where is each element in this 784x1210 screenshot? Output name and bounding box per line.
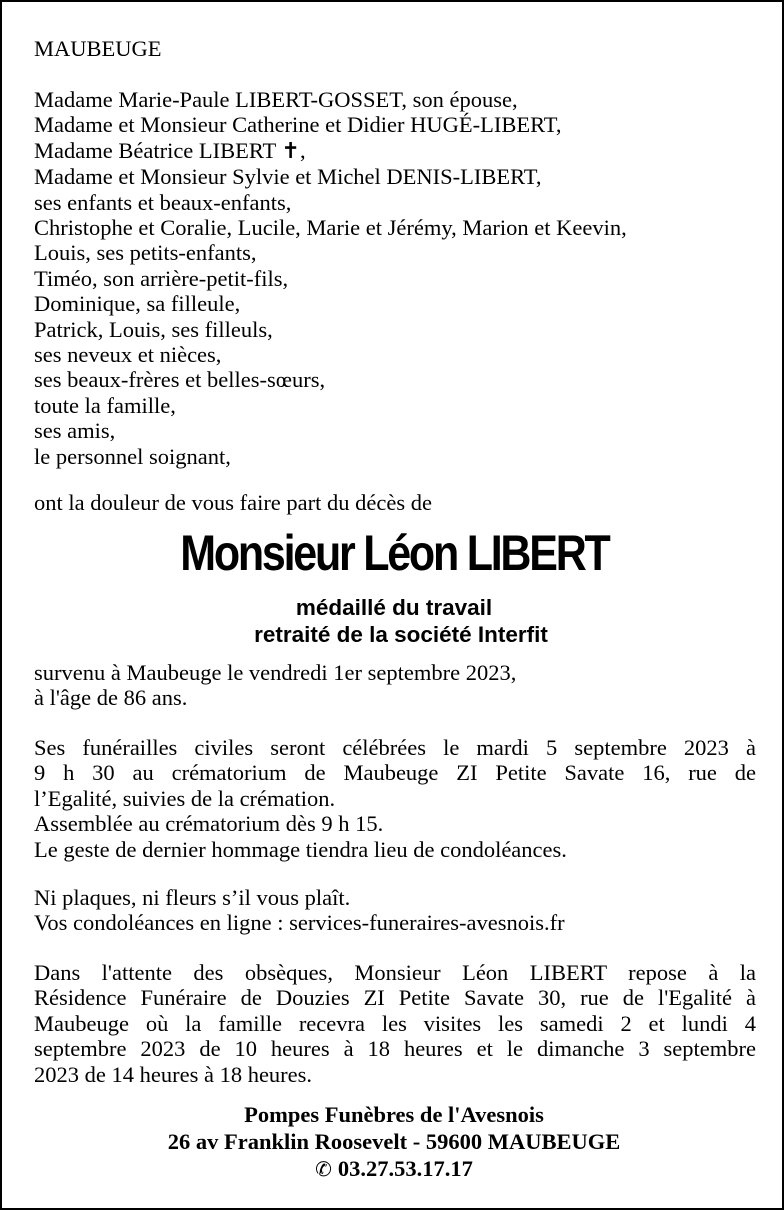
funeral-line: Assemblée au crématorium dès 9 h 15. <box>34 811 384 837</box>
cross-icon: ✝ <box>281 138 300 164</box>
funeral-line: l’Egalité, suivies de la crémation. <box>34 785 336 811</box>
family-line-text: Madame Béatrice LIBERT <box>34 137 276 163</box>
funeral-info <box>34 735 756 862</box>
deceased-subtitle-medal: médaillé du travail <box>295 595 493 620</box>
city: MAUBEUGE <box>34 36 162 61</box>
rest-line: 2023 de 14 heures à 18 heures. <box>34 1061 313 1087</box>
family-line: Louis, ses petits-enfants, <box>34 240 257 266</box>
family-line: Patrick, Louis, ses filleuls, <box>34 316 273 342</box>
announcement <box>34 490 756 515</box>
death-line: survenu à Maubeuge le vendredi 1er septembre 2023, <box>34 660 517 685</box>
phone-icon: ✆ <box>315 1157 332 1181</box>
notes <box>34 885 756 936</box>
family-list <box>34 87 756 469</box>
funeral-home-name: Pompes Funèbres de l'Avesnois <box>244 1102 544 1127</box>
funeral-home-address: 26 av Franklin Roosevelt - 59600 MAUBEUGE <box>167 1129 621 1154</box>
family-line <box>34 138 756 164</box>
family-line: ses beaux-frères et belles-sœurs, <box>34 367 326 393</box>
family-line: Madame et Monsieur Catherine et Didier HUGÉ-LIBERT, <box>34 112 562 138</box>
funeral-home-phone <box>2 1155 784 1183</box>
death-info <box>34 660 756 711</box>
family-line: ses neveux et nièces, <box>34 342 222 368</box>
family-line: ses amis, <box>34 418 116 444</box>
family-line: ses enfants et beaux-enfants, <box>34 189 292 215</box>
family-line: toute la famille, <box>34 392 176 418</box>
phone-number: 03.27.53.17.17 <box>337 1156 473 1181</box>
notes-line: Ni plaques, ni fleurs s’il vous plaît. <box>34 885 351 910</box>
announcement-text: ont la douleur de vous faire part du décès de <box>34 490 432 515</box>
rest-line: Résidence Funéraire de Douzies ZI Petite Savate 30, rue de l'Egalité à <box>34 985 756 1011</box>
family-line: Timéo, son arrière-petit-fils, <box>34 265 289 291</box>
rest-line: septembre 2023 de 10 heures à 18 heures et le dimanche 3 septembre <box>34 1036 756 1062</box>
deceased-name: Monsieur Léon LIBERT <box>180 525 609 581</box>
family-line: le personnel soignant, <box>34 443 231 469</box>
funeral-line: 9 h 30 au crématorium de Maubeuge ZI Petite Savate 16, rue de <box>34 760 756 786</box>
death-line: à l'âge de 86 ans. <box>34 685 188 711</box>
family-line: Madame Marie-Paule LIBERT-GOSSET, son épouse, <box>34 87 518 112</box>
deceased-subtitle-retired: retraité de la société Interfit <box>254 622 548 647</box>
family-line: Christophe et Coralie, Lucile, Marie et Jérémy, Marion et Keevin, <box>34 215 627 241</box>
family-line: Dominique, sa filleule, <box>34 291 241 317</box>
family-line-punct: , <box>299 137 306 163</box>
funeral-line: Le geste de dernier hommage tiendra lieu de condoléances. <box>34 836 567 862</box>
city-heading <box>34 36 756 61</box>
notes-line: Vos condoléances en ligne : services-funeraires-avesnois.fr <box>34 910 565 936</box>
rest-line: Maubeuge où la famille recevra les visites les samedi 2 et lundi 4 <box>34 1010 756 1036</box>
family-line: Madame et Monsieur Sylvie et Michel DENIS-LIBERT, <box>34 164 542 190</box>
rest-info <box>34 960 756 1087</box>
rest-line: Dans l'attente des obsèques, Monsieur Léon LIBERT repose à la <box>34 960 756 985</box>
funeral-line: Ses funérailles civiles seront célébrées le mardi 5 septembre 2023 à <box>34 735 756 760</box>
